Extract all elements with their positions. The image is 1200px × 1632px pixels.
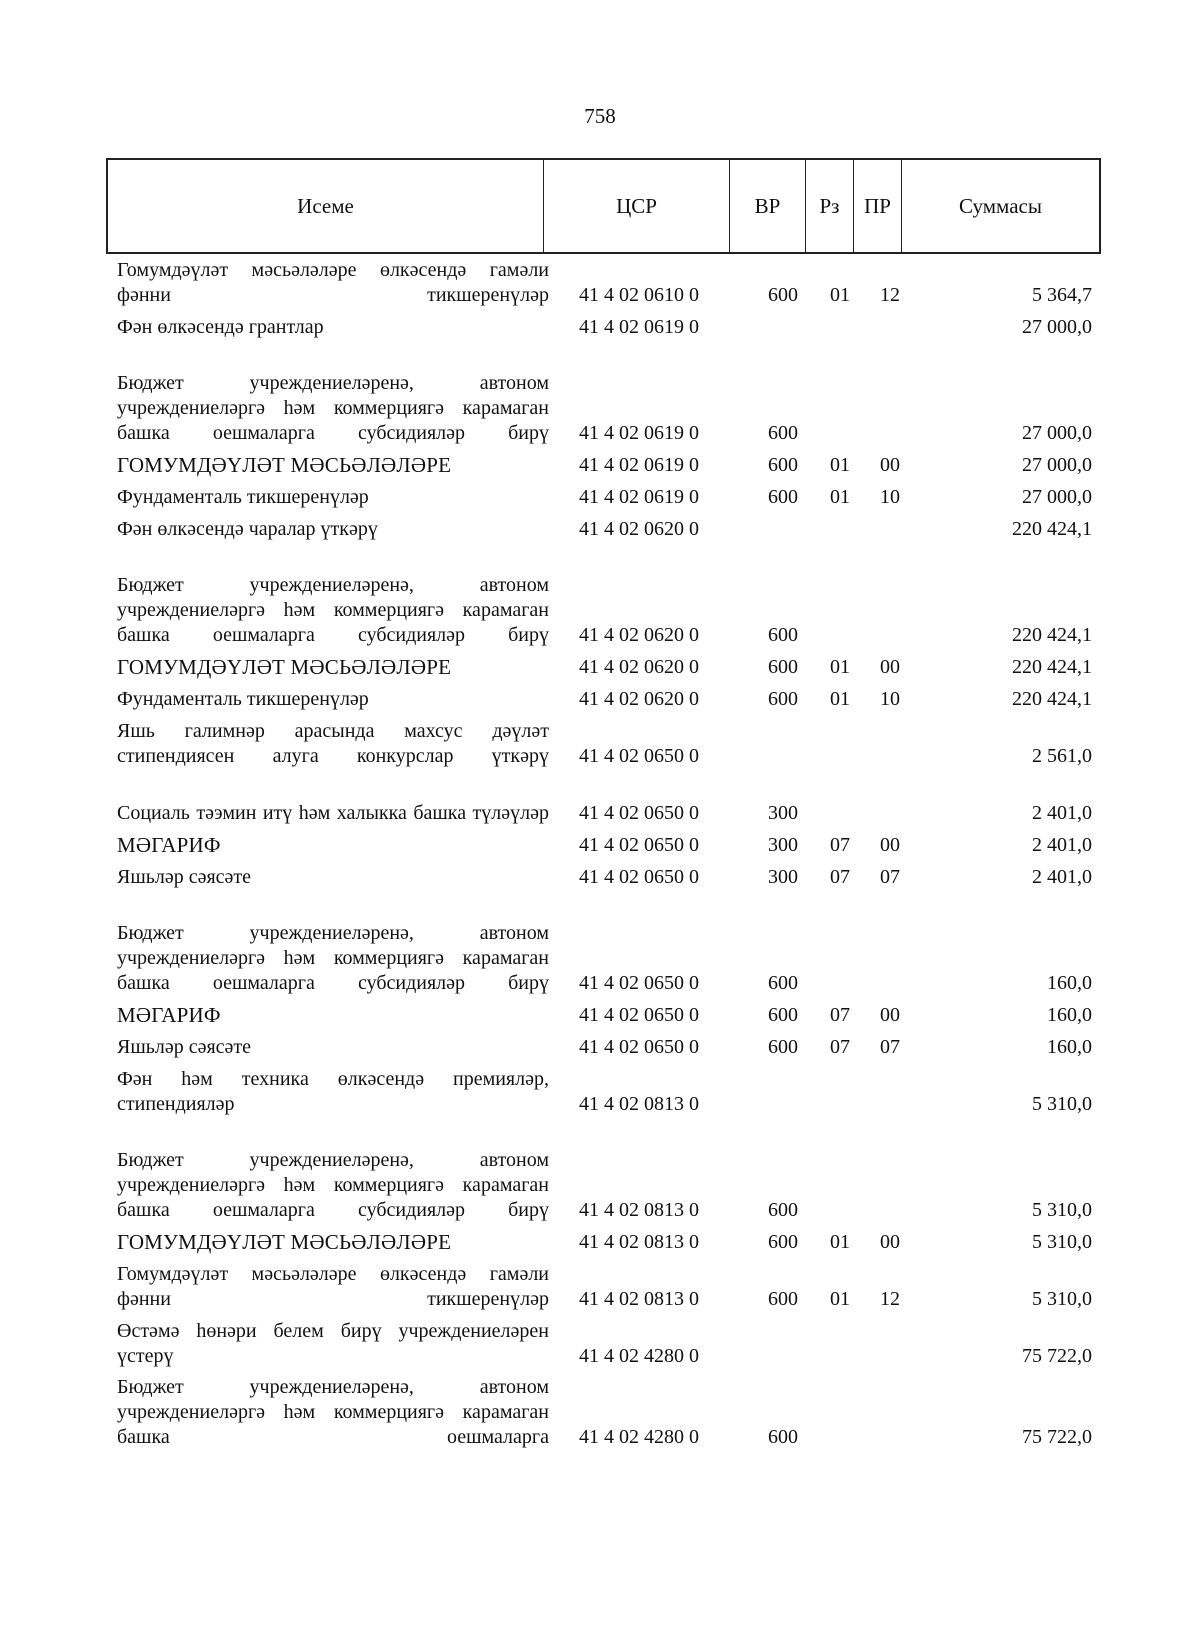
row-csr: 41 4 02 4280 0 [579, 1345, 699, 1367]
row-sum: 220 424,1 [1012, 624, 1092, 646]
table-row [0, 1028, 1200, 1060]
row-pr: 00 [880, 656, 900, 678]
row-pr: 00 [880, 1004, 900, 1026]
row-name: ГОМУМДӘҮЛӘТ МӘСЬӘЛӘЛӘРЕ [117, 453, 452, 477]
row-rz: 07 [830, 834, 850, 856]
table-row [0, 769, 1200, 826]
row-vr: 600 [768, 1288, 798, 1310]
table-row [0, 510, 1200, 542]
table-body [0, 258, 1200, 1450]
row-pr: 12 [880, 284, 900, 306]
row-csr: 41 4 02 0610 0 [579, 284, 699, 306]
row-name: Социаль тәэмин итү һәм халыкка башка түләүләр [117, 802, 549, 824]
row-csr: 41 4 02 0619 0 [579, 454, 699, 476]
row-name: Фән өлкәсендә чаралар үткәрү [117, 518, 378, 540]
header-rz: Рз [806, 160, 854, 252]
row-csr: 41 4 02 0650 0 [579, 972, 699, 994]
row-vr: 300 [768, 802, 798, 824]
page-number: 758 [584, 104, 616, 128]
row-vr: 600 [768, 1231, 798, 1253]
row-name: ГОМУМДӘҮЛӘТ МӘСЬӘЛӘЛӘРЕ [117, 655, 452, 679]
row-vr: 300 [768, 834, 798, 856]
row-vr: 600 [768, 656, 798, 678]
row-csr: 41 4 02 4280 0 [579, 1426, 699, 1448]
row-sum: 27 000,0 [1022, 454, 1092, 476]
row-rz: 07 [830, 1036, 850, 1058]
table-row [0, 648, 1200, 680]
header-csr: ЦСР [544, 160, 730, 252]
row-rz: 07 [830, 1004, 850, 1026]
row-csr: 41 4 02 0813 0 [579, 1199, 699, 1221]
row-pr: 07 [880, 866, 900, 888]
row-csr: 41 4 02 0650 0 [579, 866, 699, 888]
row-vr: 600 [768, 1199, 798, 1221]
row-sum: 5 310,0 [1032, 1288, 1092, 1310]
row-name: Бюджет учреждениеләренә, автоном учреждениеләргә һәм коммерциягә карамаган башка оешмаларга [117, 1376, 549, 1448]
table-row [0, 680, 1200, 712]
row-vr: 600 [768, 284, 798, 306]
row-sum: 220 424,1 [1012, 656, 1092, 678]
table-row [0, 1369, 1200, 1450]
row-rz: 01 [830, 454, 850, 476]
row-pr: 12 [880, 1288, 900, 1310]
row-csr: 41 4 02 0650 0 [579, 802, 699, 824]
row-name: Гомумдәүләт мәсьәләләре өлкәсендә гамәли фәнни тикшеренүләр [117, 1263, 549, 1310]
row-vr: 600 [768, 454, 798, 476]
row-pr: 07 [880, 1036, 900, 1058]
row-vr: 600 [768, 1036, 798, 1058]
row-vr: 300 [768, 866, 798, 888]
row-sum: 27 000,0 [1022, 316, 1092, 338]
row-sum: 220 424,1 [1012, 688, 1092, 710]
row-rz: 01 [830, 1288, 850, 1310]
table-row [0, 308, 1200, 340]
row-name: Бюджет учреждениеләренә, автоном учреждениеләргә һәм коммерциягә карамаган башка оешмаларга субсидияләр бирү [117, 1149, 549, 1221]
row-csr: 41 4 02 0620 0 [579, 688, 699, 710]
row-pr: 00 [880, 834, 900, 856]
row-csr: 41 4 02 0813 0 [579, 1093, 699, 1115]
row-rz: 01 [830, 688, 850, 710]
row-sum: 27 000,0 [1022, 486, 1092, 508]
row-sum: 75 722,0 [1022, 1426, 1092, 1448]
row-name: Фән өлкәсендә грантлар [117, 316, 324, 338]
table-row [0, 1312, 1200, 1369]
row-vr: 600 [768, 486, 798, 508]
row-csr: 41 4 02 0650 0 [579, 745, 699, 767]
table-row [0, 1117, 1200, 1223]
table-row [0, 858, 1200, 890]
row-name: Өстәмә һөнәри белем бирү учреждениеләрен үстерү [117, 1320, 549, 1367]
row-csr: 41 4 02 0650 0 [579, 1036, 699, 1058]
table-row [0, 1223, 1200, 1255]
row-csr: 41 4 02 0650 0 [579, 1004, 699, 1026]
row-csr: 41 4 02 0650 0 [579, 834, 699, 856]
row-sum: 75 722,0 [1022, 1345, 1092, 1367]
row-pr: 10 [880, 688, 900, 710]
row-csr: 41 4 02 0619 0 [579, 422, 699, 444]
row-vr: 600 [768, 1426, 798, 1448]
table-row [0, 890, 1200, 996]
row-csr: 41 4 02 0620 0 [579, 518, 699, 540]
table-row [0, 712, 1200, 769]
row-csr: 41 4 02 0619 0 [579, 316, 699, 338]
row-sum: 160,0 [1047, 1004, 1092, 1026]
row-name: Бюджет учреждениеләренә, автоном учреждениеләргә һәм коммерциягә карамаган башка оешмаларга субсидияләр бирү [117, 574, 549, 646]
row-name: МӘГАРИФ [117, 1003, 221, 1027]
row-csr: 41 4 02 0813 0 [579, 1288, 699, 1310]
row-name: Яшь галимнәр арасында махсус дәүләт стипендиясен алуга конкурслар үткәрү [117, 720, 549, 767]
header-pr: ПР [854, 160, 902, 252]
row-sum: 2 401,0 [1032, 834, 1092, 856]
row-name: Фән һәм техника өлкәсендә премияләр, стипендияләр [117, 1068, 549, 1115]
row-csr: 41 4 02 0619 0 [579, 486, 699, 508]
row-sum: 27 000,0 [1022, 422, 1092, 444]
row-csr: 41 4 02 0620 0 [579, 624, 699, 646]
header-sum: Суммасы [959, 193, 1042, 218]
table-row [0, 996, 1200, 1028]
row-vr: 600 [768, 688, 798, 710]
row-vr: 600 [768, 972, 798, 994]
row-vr: 600 [768, 422, 798, 444]
row-name: Фундаменталь тикшеренүләр [117, 688, 369, 710]
row-sum: 5 310,0 [1032, 1231, 1092, 1253]
row-sum: 2 401,0 [1032, 866, 1092, 888]
row-rz: 01 [830, 1231, 850, 1253]
row-rz: 01 [830, 486, 850, 508]
table-row [0, 258, 1200, 308]
table-row [0, 340, 1200, 446]
header-vr: ВР [730, 160, 806, 252]
row-sum: 160,0 [1047, 1036, 1092, 1058]
table-header [106, 158, 1101, 254]
row-pr: 10 [880, 486, 900, 508]
row-sum: 5 310,0 [1032, 1199, 1092, 1221]
table-row [0, 826, 1200, 858]
row-name: Бюджет учреждениеләренә, автоном учреждениеләргә һәм коммерциягә карамаган башка оешмаларга субсидияләр бирү [117, 922, 549, 994]
row-vr: 600 [768, 1004, 798, 1026]
row-name: ГОМУМДӘҮЛӘТ МӘСЬӘЛӘЛӘРЕ [117, 1230, 452, 1254]
header-name: Исеме [108, 160, 544, 252]
row-rz: 01 [830, 656, 850, 678]
row-name: МӘГАРИФ [117, 833, 221, 857]
row-sum: 5 310,0 [1032, 1093, 1092, 1115]
table-row [0, 446, 1200, 478]
row-name: Фундаменталь тикшеренүләр [117, 486, 369, 508]
row-pr: 00 [880, 454, 900, 476]
row-rz: 07 [830, 866, 850, 888]
table-row [0, 1255, 1200, 1312]
row-pr: 00 [880, 1231, 900, 1253]
row-csr: 41 4 02 0620 0 [579, 656, 699, 678]
row-name: Бюджет учреждениеләренә, автоном учреждениеләргә һәм коммерциягә карамаган башка оешмаларга субсидияләр бирү [117, 372, 549, 444]
row-sum: 2 561,0 [1032, 745, 1092, 767]
table-row [0, 1060, 1200, 1117]
row-sum: 220 424,1 [1012, 518, 1092, 540]
table-row [0, 478, 1200, 510]
row-sum: 160,0 [1047, 972, 1092, 994]
row-csr: 41 4 02 0813 0 [579, 1231, 699, 1253]
row-rz: 01 [830, 284, 850, 306]
row-name: Гомумдәүләт мәсьәләләре өлкәсендә гамәли фәнни тикшеренүләр [117, 259, 549, 306]
table-row [0, 542, 1200, 648]
row-sum: 2 401,0 [1032, 802, 1092, 824]
row-name: Яшьләр сәясәте [117, 866, 252, 888]
row-sum: 5 364,7 [1032, 284, 1092, 306]
row-name: Яшьләр сәясәте [117, 1036, 252, 1058]
row-vr: 600 [768, 624, 798, 646]
